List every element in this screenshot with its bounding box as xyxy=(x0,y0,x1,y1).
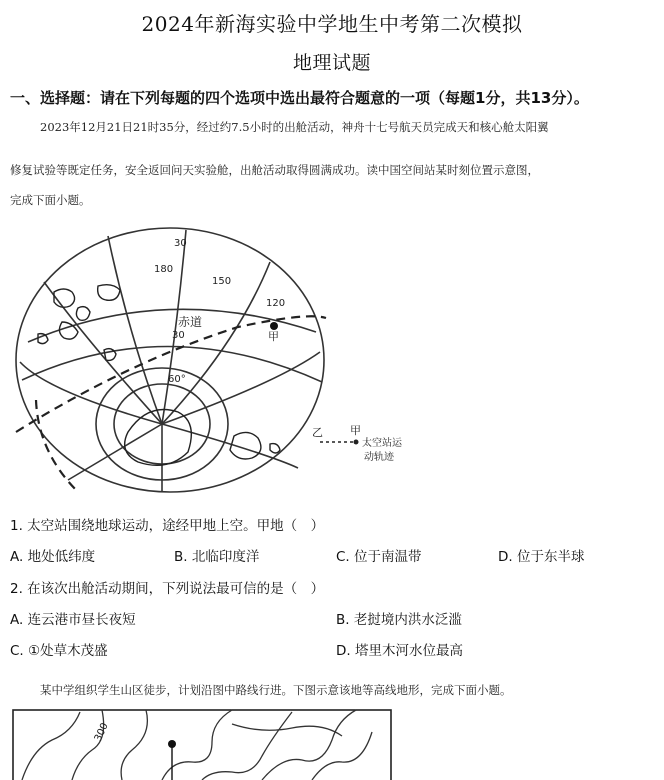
legend-yi: 乙 xyxy=(312,426,323,439)
island-2 xyxy=(76,307,90,321)
island-6 xyxy=(104,349,116,361)
label-lon-150: 150 xyxy=(212,276,232,287)
contour-map-frame xyxy=(13,710,391,780)
contour-line-1 xyxy=(22,712,80,780)
question-2-option-d[interactable]: D. 塔里木河水位最高 xyxy=(336,643,463,659)
legend-dot xyxy=(354,440,359,445)
question-1-option-d[interactable]: D. 位于东半球 xyxy=(498,549,585,565)
exam-title: 2024年新海实验中学地生中考第二次模拟 xyxy=(141,12,523,36)
contour-line-6 xyxy=(262,710,356,780)
label-equator: 赤道 xyxy=(178,315,203,329)
label-lat-60: 60° xyxy=(168,374,186,385)
question-1-option-c[interactable]: C. 位于南温带 xyxy=(336,549,422,565)
passage-line-3: 完成下面小题。 xyxy=(10,193,91,207)
section-heading: 一、选择题：请在下列每题的四个选项中选出最符合题意的一项（每题1分，共13分）。 xyxy=(10,89,589,107)
question-2-option-c[interactable]: C. ①处草木茂盛 xyxy=(10,643,108,659)
contour-label-300: 300 xyxy=(92,721,111,744)
contour-line-5 xyxy=(202,712,292,780)
passage-2: 某中学组织学生山区徒步，计划沿图中路线行进。下图示意该地等高线地形，完成下面小题。 xyxy=(40,683,512,697)
map-legend xyxy=(312,424,403,463)
question-2-option-a[interactable]: A. 连云港市昼长夜短 xyxy=(10,612,136,628)
passage-line-2: 修复试验等既定任务，安全返回问天实验舱，出舱活动取得圆满成功。读中国空间站某时刻位置示意图， xyxy=(10,163,539,177)
point-jia-dot xyxy=(270,322,278,330)
legend-text-1: 太空站运 xyxy=(362,438,402,449)
contour-line-7 xyxy=(312,732,372,780)
island-nz xyxy=(270,444,280,453)
exam-subtitle: 地理试题 xyxy=(292,52,371,74)
island-3 xyxy=(98,285,120,301)
legend-text-2: 动轨迹 xyxy=(364,452,394,463)
contour-map xyxy=(12,708,396,780)
space-station-map xyxy=(8,222,408,504)
question-1-option-b[interactable]: B. 北临印度洋 xyxy=(174,549,260,565)
label-lon-180: 180 xyxy=(154,264,174,275)
question-1-option-a[interactable]: A. 地处低纬度 xyxy=(10,549,96,565)
question-1-stem: 1. 太空站围绕地球运动，途经甲地上空。甲地（ ） xyxy=(10,518,325,534)
contour-line-3 xyxy=(121,710,147,780)
legend-jia: 甲 xyxy=(350,424,361,437)
label-lat-30-top: 30 xyxy=(174,238,187,249)
contour-line-2 xyxy=(72,710,104,780)
contour-line-8 xyxy=(232,724,342,736)
label-lon-120: 120 xyxy=(266,298,286,309)
label-point-jia: 甲 xyxy=(268,330,279,343)
label-lat-30-mid: 30 xyxy=(172,330,185,341)
question-2-stem: 2. 在该次出舱活动期间，下列说法最可信的是（ ） xyxy=(10,581,325,597)
meridian-4 xyxy=(162,352,320,424)
passage-line-1: 2023年12月21日21时35分，经过约7.5小时的出舱活动，神舟十七号航天员完成天和核心舱太阳翼 xyxy=(40,120,549,134)
question-2-option-b[interactable]: B. 老挝境内洪水泛滥 xyxy=(336,612,462,628)
